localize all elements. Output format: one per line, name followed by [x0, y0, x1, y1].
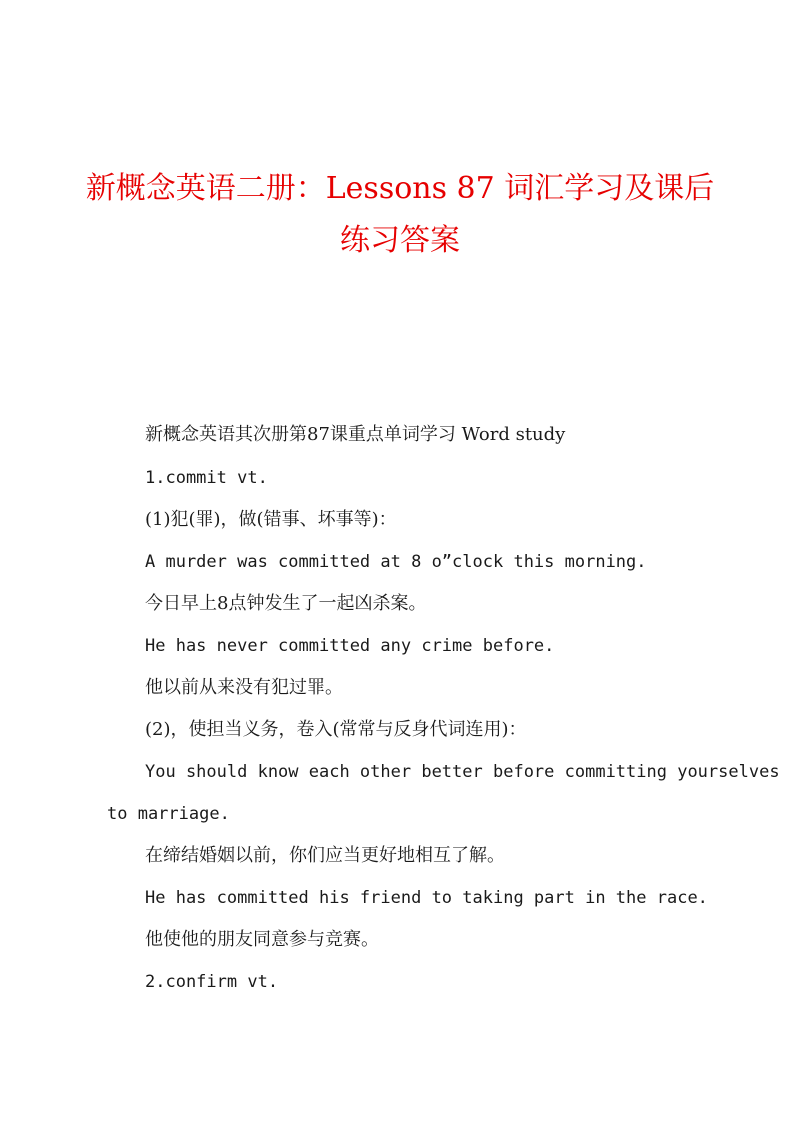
word-entry-commit: 1.commit vt.	[145, 468, 268, 488]
definition-1: (1)犯(罪)，做(错事、坏事等)：	[145, 509, 397, 530]
word-entry-confirm: 2.confirm vt.	[145, 972, 279, 992]
example-chinese-2: 他以前从来没有犯过罪。	[145, 677, 343, 698]
document-title-line-2: 练习答案	[340, 223, 460, 258]
example-english-4: He has committed his friend to taking part in the race.	[145, 888, 708, 908]
document-title-line-1: 新概念英语二册：Lessons 87 词汇学习及课后	[85, 171, 715, 206]
definition-2: (2)，使担当义务，卷入(常常与反身代词连用)：	[145, 719, 527, 740]
section-heading: 新概念英语其次册第87课重点单词学习 Word study	[145, 424, 566, 445]
example-english-3: You should know each other better before committing yourselves	[145, 762, 780, 782]
example-chinese-3: 在缔结婚姻以前，你们应当更好地相互了解。	[145, 845, 505, 866]
example-chinese-4: 他使他的朋友同意参与竞赛。	[145, 929, 379, 950]
example-chinese-1: 今日早上8点钟发生了一起凶杀案。	[145, 593, 427, 614]
example-english-1: A murder was committed at 8 o”clock this morning.	[145, 552, 647, 572]
example-english-3-continued: to marriage.	[107, 804, 230, 824]
example-english-2: He has never committed any crime before.	[145, 636, 555, 656]
